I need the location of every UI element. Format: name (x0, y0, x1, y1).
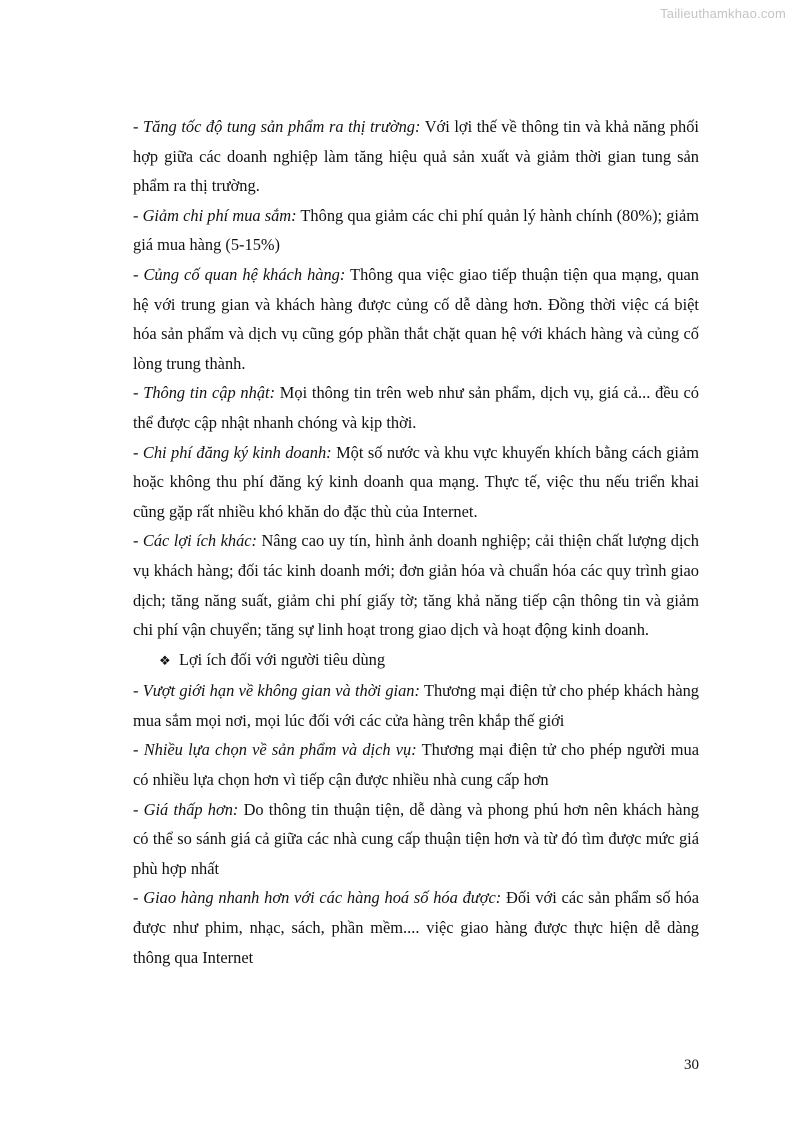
list-dash: - (133, 442, 143, 462)
list-dash: - (133, 681, 143, 701)
paragraph-text: Thương mại điện tử cho phép khách hàng mua sắm mọi nơi, mọi lúc đối với các cửa hàng trên khắp thế giới (133, 681, 699, 730)
paragraph-other-benefits (133, 526, 699, 644)
paragraph-registration-cost (133, 438, 699, 527)
paragraph-text: Thương mại điện tử cho phép người mua có nhiều lựa chọn hơn vì tiếp cận được nhiều nhà cung cấp hơn (133, 740, 699, 790)
paragraph-updated-info (133, 378, 699, 437)
paragraph-term: Giá thấp hơn: (143, 799, 239, 819)
document-body (133, 112, 699, 972)
paragraph-space-time (133, 676, 699, 735)
paragraph-lower-price (133, 795, 699, 884)
paragraph-text: Nâng cao uy tín, hình ảnh doanh nghiệp; cải thiện chất lượng dịch vụ khách hàng; đối tác kinh doanh mới; đơn giản hóa và chuẩn hóa các quy trình giao dịch; tăng năng suất, giảm chi phí giấy tờ; tăng khả năng tiếp cận thông tin và giảm chi phí vận chuyển; tăng sự linh hoạt trong giao dịch và hoạt động kinh doanh. (133, 531, 699, 640)
paragraph-more-choices (133, 735, 699, 794)
paragraph-term: Thông tin cập nhật: (143, 383, 276, 403)
paragraph-term: Củng cố quan hệ khách hàng: (143, 264, 346, 284)
list-dash: - (133, 205, 143, 225)
paragraph-text: Do thông tin thuận tiện, dễ dàng và phong phú hơn nên khách hàng có thể so sánh giá cả giữa các nhà cung cấp thuận tiện hơn và từ đó tìm được mức giá phù hợp nhất (133, 799, 699, 878)
paragraph-term: Giảm chi phí mua sắm: (142, 205, 297, 225)
paragraph-text: Thông qua việc giao tiếp thuận tiện qua mạng, quan hệ với trung gian và khách hàng được củng cố dễ dàng hơn. Đồng thời việc cá biệt hóa sản phẩm và dịch vụ cũng góp phần thắt chặt quan hệ với khách hàng và củng cố lòng trung thành. (133, 264, 699, 373)
list-dash: - (133, 740, 144, 760)
paragraph-term: Giao hàng nhanh hơn với các hàng hoá số hóa được: (143, 888, 502, 908)
paragraph-text: Đối với các sản phẩm số hóa được như phim, nhạc, sách, phần mềm.... việc giao hàng được thực hiện dễ dàng thông qua Internet (133, 888, 699, 967)
paragraph-term: Vượt giới hạn về không gian và thời gian: (142, 681, 420, 701)
diamond-bullet-icon: ❖ (159, 653, 171, 669)
list-dash: - (133, 117, 144, 136)
paragraph-text: Một số nước và khu vực khuyến khích bằng cách giảm hoặc không thu phí đăng ký kinh doanh qua mạng. Thực tế, việc thu nếu triển khai cũng gặp rất nhiều khó khăn do đặc thù của Internet. (133, 442, 699, 521)
paragraph-text: Thông qua giảm các chi phí quản lý hành chính (80%); giảm giá mua hàng (5-15%) (133, 205, 699, 255)
paragraph-customer-relations (133, 260, 699, 378)
watermark: Tailieuthamkhao.com (660, 6, 786, 21)
paragraph-term: Các lợi ích khác: (142, 531, 257, 551)
section-heading (133, 645, 699, 677)
paragraph-text: Với lợi thế về thông tin và khả năng phối hợp giữa các doanh nghiệp làm tăng hiệu quả sản xuất và giảm thời gian tung sản phẩm ra thị trường. (133, 117, 699, 196)
paragraph-term: Nhiều lựa chọn về sản phẩm và dịch vụ: (143, 740, 417, 760)
list-dash: - (133, 531, 143, 551)
section-heading-text: Lợi ích đối với người tiêu dùng (179, 649, 386, 669)
paragraph-speed-to-market (133, 112, 699, 201)
list-dash: - (133, 799, 144, 819)
list-dash: - (133, 888, 144, 908)
paragraph-text: Mọi thông tin trên web như sản phẩm, dịch vụ, giá cả... đều có thể được cập nhật nhanh chóng và kịp thời. (133, 383, 699, 432)
paragraph-fast-delivery (133, 883, 699, 972)
paragraph-purchase-cost (133, 201, 699, 260)
page-number: 30 (684, 1057, 699, 1073)
paragraph-term: Chi phí đăng ký kinh doanh: (142, 442, 332, 462)
list-dash: - (133, 264, 144, 284)
list-dash: - (133, 383, 144, 403)
paragraph-term: Tăng tốc độ tung sản phẩm ra thị trường: (143, 117, 421, 136)
